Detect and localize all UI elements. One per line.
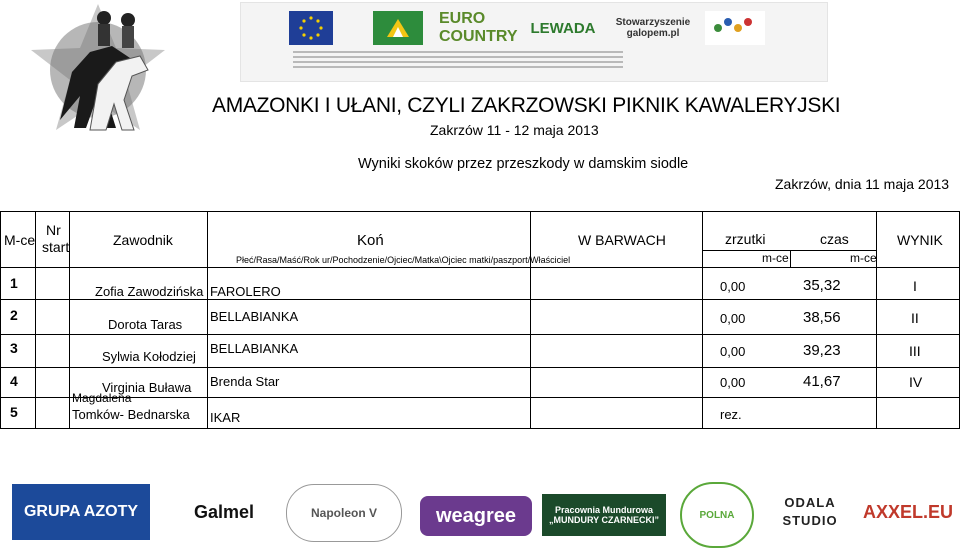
header-horse-details: Płeć/Rasa/Maść/Rok ur/Pochodzenie/Ojciec/Matka\Ojciec matki/paszport/Właściciel (236, 255, 571, 265)
axxel-logo: AXXEL.EU (862, 501, 954, 522)
row-faults: 0,00 (720, 311, 746, 326)
riders-logo (20, 0, 175, 145)
row-horse: FAROLERO (210, 284, 281, 299)
napoleon-logo: Napoleon V (286, 484, 402, 542)
row-place: 1 (10, 275, 18, 291)
header-place: M-ce (4, 232, 36, 248)
row-rider: Zofia Zawodzińska (95, 284, 204, 299)
header-nr: Nr (46, 222, 61, 238)
weagree-logo: weagree (420, 496, 532, 536)
row-time: 41,67 (803, 373, 841, 390)
row-place: 3 (10, 340, 18, 356)
header-time: czas (820, 231, 849, 247)
event-dates: Zakrzów 11 - 12 maja 2013 (430, 122, 599, 138)
results-table (0, 211, 960, 429)
row-rider-first: Magdalena (72, 391, 132, 405)
row-place: 4 (10, 373, 18, 389)
header-faults-place: m-ce (762, 251, 789, 265)
eu-flag-logo (289, 11, 333, 45)
header-faults: zrzutki (725, 231, 766, 247)
row-result: III (909, 343, 921, 359)
row-rider: Virginia Buława (102, 380, 192, 395)
row-result: II (911, 310, 919, 326)
euro-country-logo: EURO COUNTRY (439, 10, 518, 45)
place-date: Zakrzów, dnia 11 maja 2013 (775, 176, 950, 192)
row-result: IV (909, 374, 923, 390)
row-horse: BELLABIANKA (210, 309, 299, 324)
row-faults: 0,00 (720, 344, 746, 359)
galmel-logo: Galmel (193, 501, 255, 522)
row-time: 39,23 (803, 342, 841, 359)
header-result: WYNIK (897, 232, 943, 248)
row-result: I (913, 278, 917, 294)
odala-studio-logo: ODALA STUDIO (782, 495, 838, 528)
row-rider: Dorota Taras (108, 317, 183, 332)
row-faults: rez. (720, 407, 742, 422)
grupa-azoty-logo: GRUPA AZOTY (12, 484, 150, 540)
row-place: 2 (10, 307, 18, 323)
row-place: 5 (10, 404, 18, 420)
event-title: AMAZONKI I UŁANI, CZYLI ZAKRZOWSKI PIKNIK KAWALERYJSKI (212, 94, 841, 117)
row-horse: BELLABIANKA (210, 341, 299, 356)
header-colors: W BARWACH (578, 232, 666, 248)
row-faults: 0,00 (720, 279, 746, 294)
header-time-place: m-ce (850, 251, 877, 265)
row-rider: Sylwia Kołodziej (102, 349, 196, 364)
prow-logo (705, 11, 765, 45)
row-time: 35,32 (803, 277, 841, 294)
row-time: 38,56 (803, 309, 841, 326)
polna-logo: POLNA (680, 482, 754, 548)
results-title: Wyniki skoków przez przeszkody w damskim siodle (358, 156, 689, 172)
row-faults: 0,00 (720, 375, 746, 390)
sponsor-banner (240, 2, 828, 82)
row-rider-last: Tomków- Bednarska (72, 407, 190, 422)
czarnecki-logo: Pracownia Mundurowa „MUNDURY CZARNECKI” (542, 494, 666, 536)
header-start: start (42, 239, 70, 255)
row-horse: IKAR (210, 410, 241, 425)
lewada-logo: LEWADA (530, 19, 596, 37)
leader-logo (373, 11, 423, 45)
header-horse: Koń (357, 232, 384, 249)
row-horse: Brenda Star (210, 374, 280, 389)
header-rider: Zawodnik (113, 232, 173, 248)
galopem-logo: Stowarzyszenie galopem.pl (615, 17, 691, 39)
